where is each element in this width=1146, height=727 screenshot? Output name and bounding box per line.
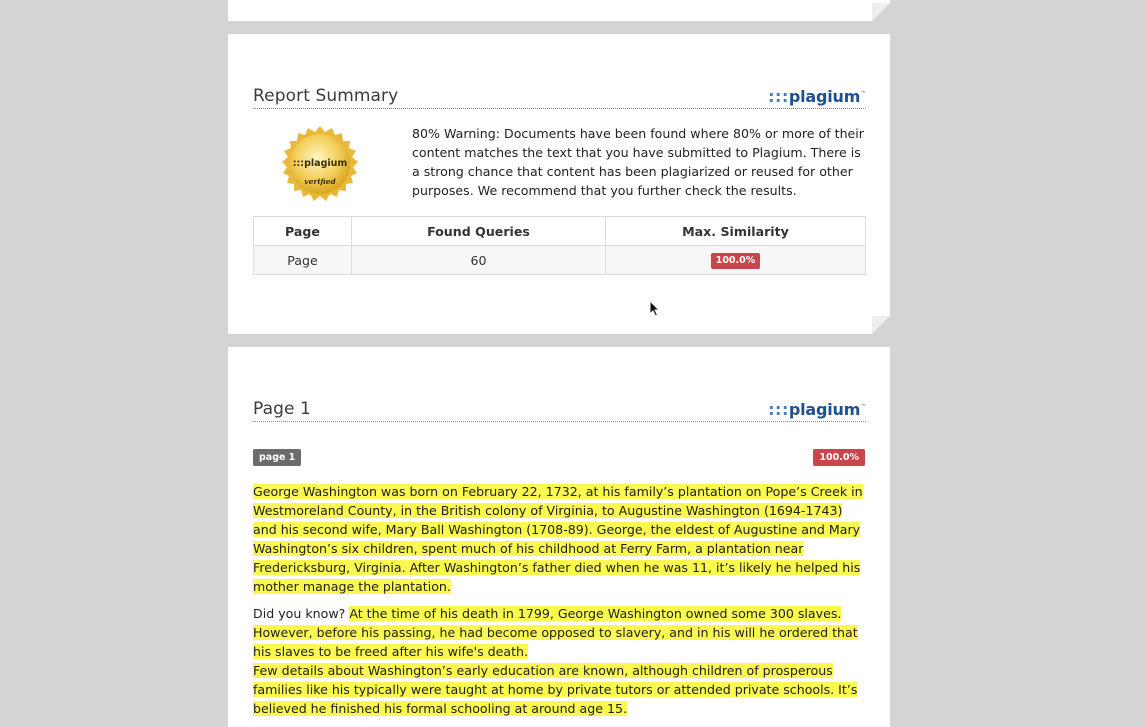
paragraph-2 xyxy=(253,604,866,661)
highlighted-text: Few details about Washington’s early education are known, although children of prosperous families like his typically were taught at home by private tutors or attended private schools. It’s believed he finished his formal schooling at around age 15. xyxy=(253,663,858,716)
plagium-logo: :::plagium™ xyxy=(768,400,866,419)
paragraph-3 xyxy=(253,661,866,718)
cell-max-similarity xyxy=(606,246,866,275)
previous-sheet xyxy=(228,0,890,21)
summary-table xyxy=(253,216,866,275)
cell-found-queries: 60 xyxy=(352,246,606,275)
col-header-page: Page xyxy=(254,217,352,246)
report-summary-sheet xyxy=(228,34,890,334)
col-header-max-similarity: Max. Similarity xyxy=(606,217,866,246)
page-curl-icon xyxy=(872,3,890,21)
summary-header xyxy=(253,78,866,109)
summary-title: Report Summary xyxy=(253,86,399,106)
col-header-found-queries: Found Queries xyxy=(352,217,606,246)
similarity-badge: 100.0% xyxy=(711,253,761,269)
page-1-title: Page 1 xyxy=(253,399,311,419)
plagium-logo: :::plagium™ xyxy=(768,87,866,106)
warning-text: 80% Warning: Documents have been found where 80% or more of their content matches the text that you have submitted to Plagium. There is a strong chance that content has been plagiarized or reused for other purposes. We recommend that you further check the results. xyxy=(412,126,864,198)
table-row[interactable] xyxy=(254,246,866,275)
page-content xyxy=(253,482,866,726)
cell-page: Page xyxy=(254,246,352,275)
page-1-sheet xyxy=(228,347,890,727)
verified-seal-icon xyxy=(280,126,360,206)
page-similarity-badge: 100.0% xyxy=(813,449,865,466)
paragraph-1 xyxy=(253,482,866,596)
highlighted-text: At the time of his death in 1799, George Washington owned some 300 slaves. However, before his passing, he had become opposed to slavery, and in his will he ordered that his slaves to be freed after his wife's death. xyxy=(253,606,858,659)
svg-text::::plagium: :::plagium xyxy=(292,158,348,169)
page-badge: page 1 xyxy=(253,449,301,466)
plain-text: Did you know? xyxy=(253,606,350,621)
page-curl-icon xyxy=(872,316,890,334)
page-1-header xyxy=(253,391,866,422)
svg-text:verified: verified xyxy=(304,177,336,186)
highlighted-text: George Washington was born on February 22, 1732, at his family’s plantation on Pope’s Creek in Westmoreland County, in the British colony of Virginia, to Augustine Washington (1694-1743) and his second wife, Mary Ball Washington (1708-89). George, the eldest of Augustine and Mary Washington’s six children, spent much of his childhood at Ferry Farm, a plantation near Fredericksburg, Virginia. After Washington’s father died when he was 11, it’s likely he helped his mother manage the plantation. xyxy=(253,484,863,594)
mouse-cursor-icon xyxy=(649,300,661,318)
